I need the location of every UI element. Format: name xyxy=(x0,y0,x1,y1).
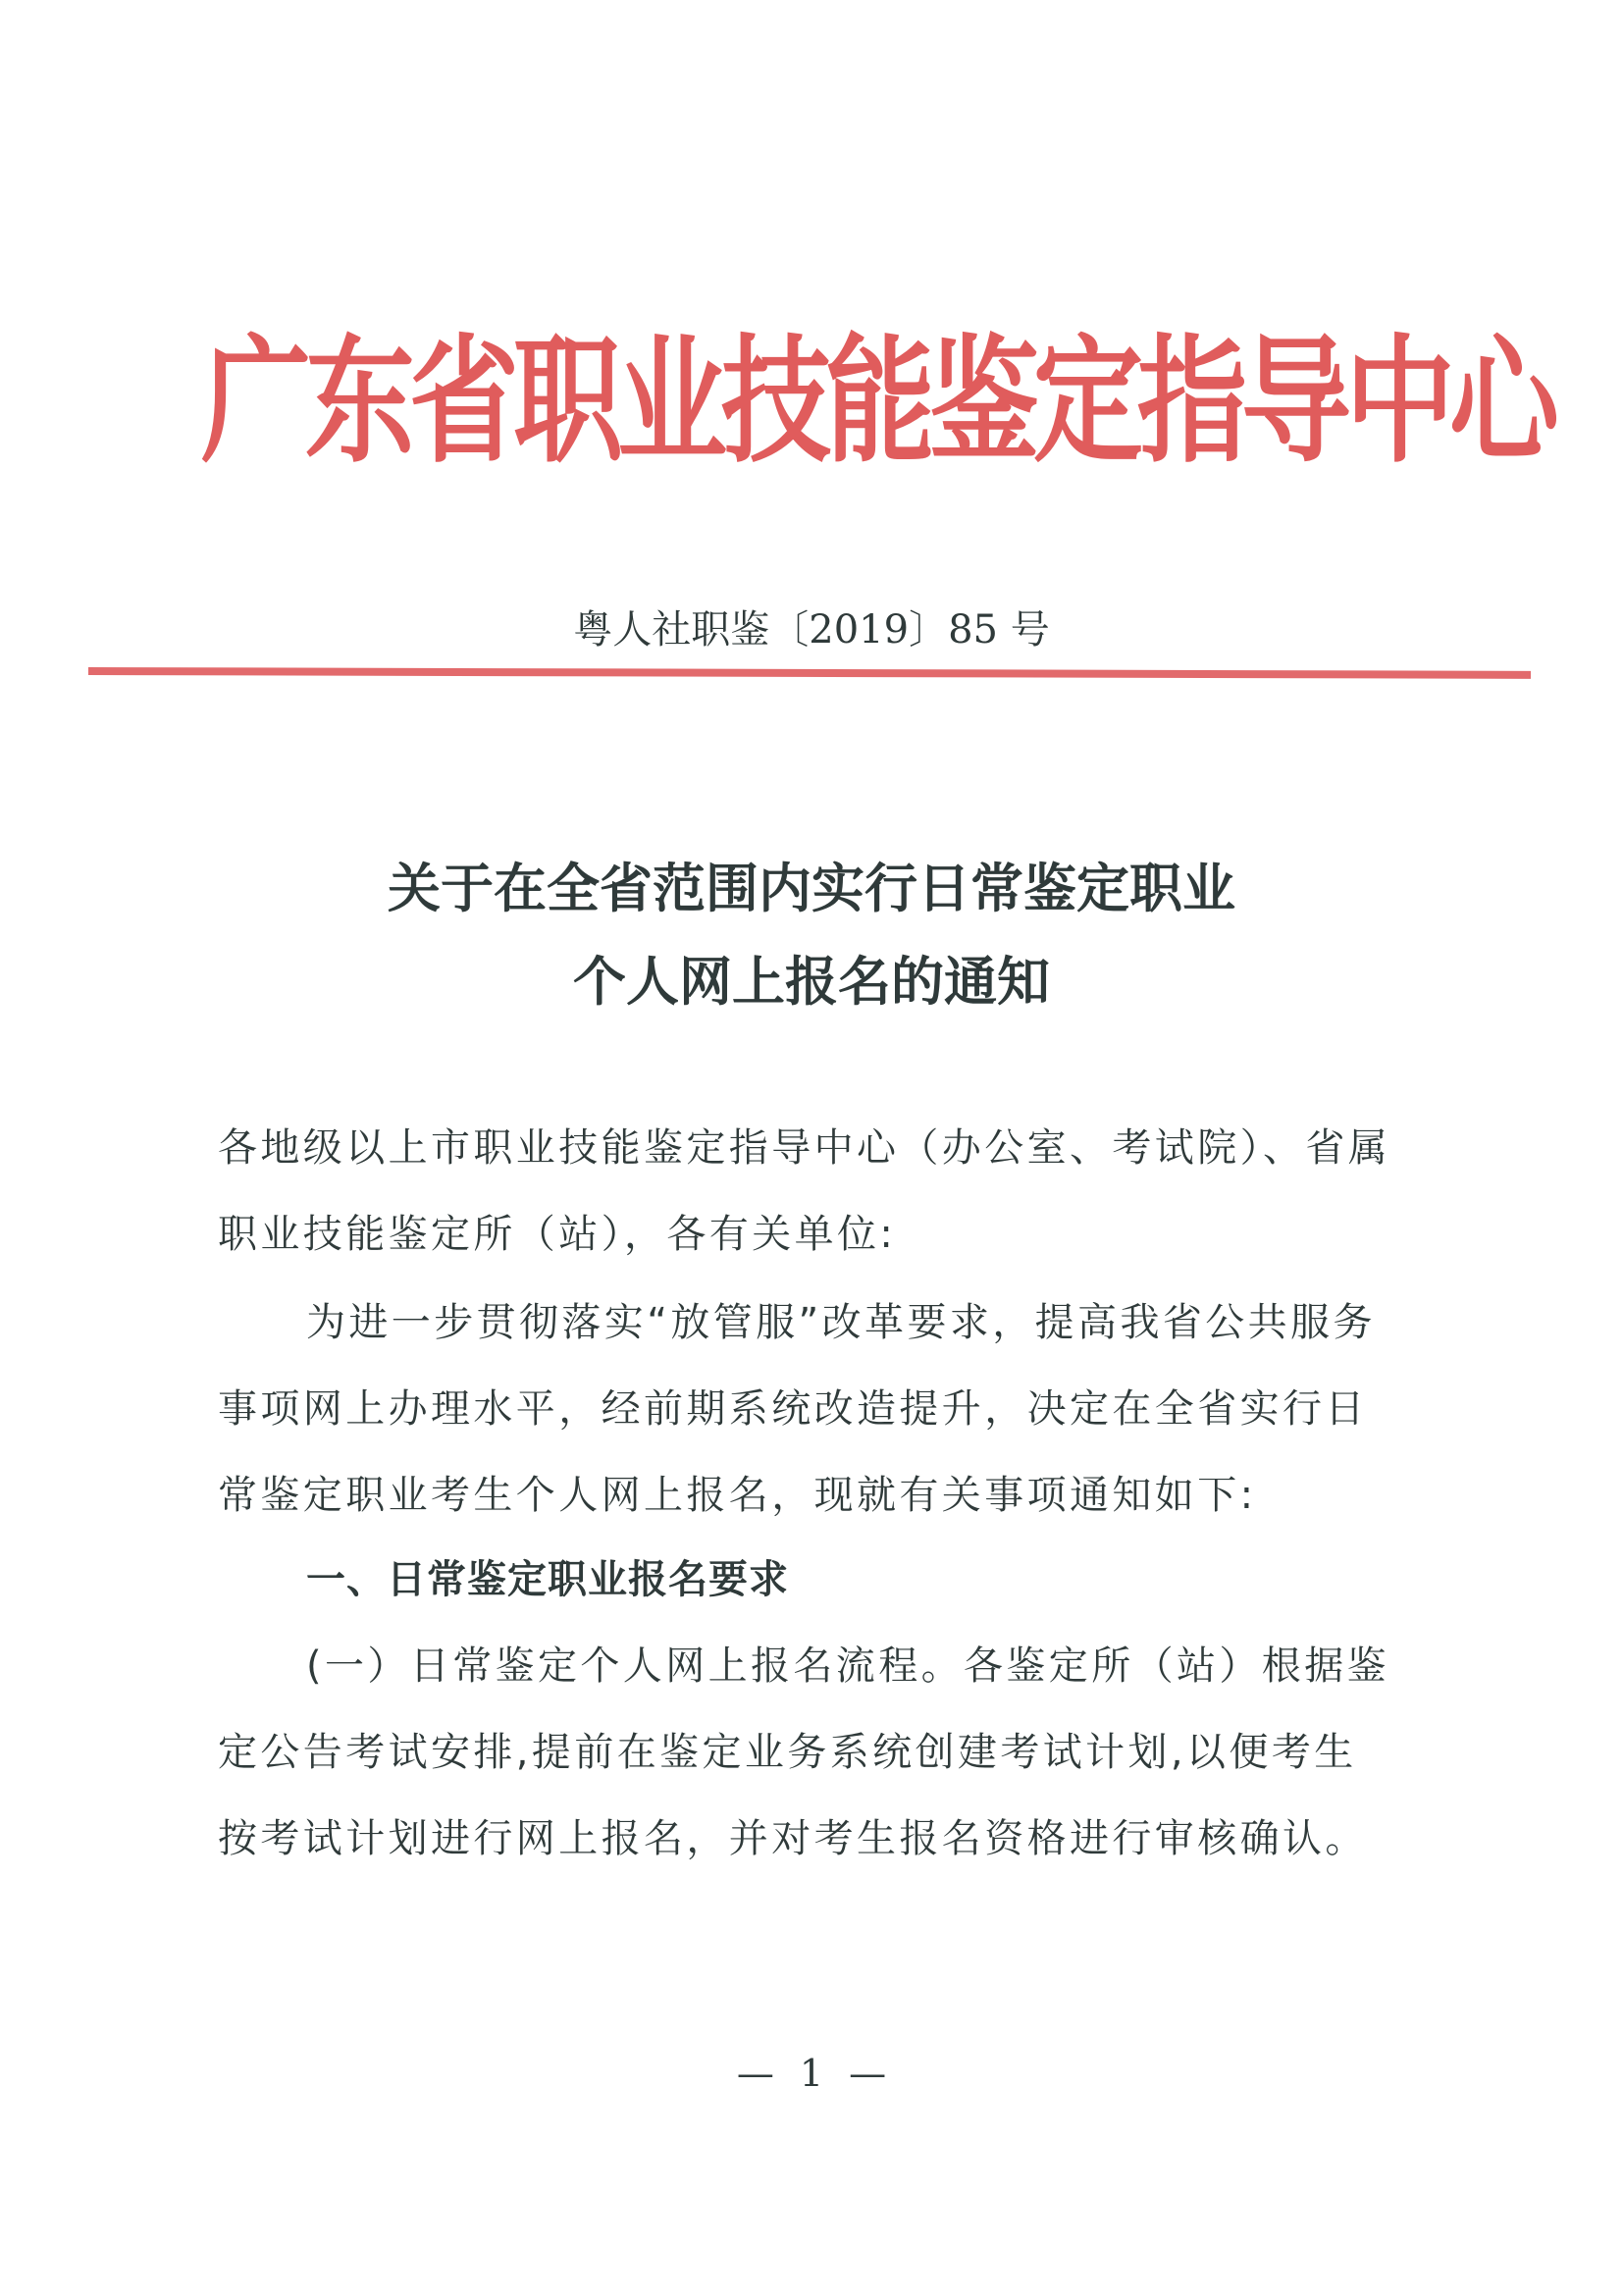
salutation-line-2: 职业技能鉴定所（站），各有关单位: xyxy=(218,1212,897,1257)
section-1-item-1-line-1: (一）日常鉴定个人网上报名流程。各鉴定所（站）根据鉴 xyxy=(306,1644,1390,1689)
document-title-line-2: 个人网上报名的通知 xyxy=(573,950,1050,1013)
red-divider-rule xyxy=(88,667,1531,679)
salutation-line-1: 各地级以上市职业技能鉴定指导中心（办公室、考试院）、省属 xyxy=(218,1125,1391,1171)
page-number: — 1 — xyxy=(736,2052,887,2095)
document-title-line-1: 关于在全省范围内实行日常鉴定职业 xyxy=(388,857,1235,919)
intro-line-3: 常鉴定职业考生个人网上报名，现就有关事项通知如下: xyxy=(218,1473,1257,1518)
section-1-item-1-line-2: 定公告考试安排,提前在鉴定业务系统创建考试计划,以便考生 xyxy=(218,1730,1357,1775)
section-1-item-1-line-3: 按考试计划进行网上报名，并对考生报名资格进行审核确认。 xyxy=(218,1816,1368,1861)
intro-line-2: 事项网上办理水平，经前期系统改造提升，决定在全省实行日 xyxy=(218,1386,1368,1432)
issuer-header: 广东省职业技能鉴定指导中心 xyxy=(201,321,1553,483)
document-number: 粤人社职鉴〔2019〕85 号 xyxy=(573,607,1050,652)
intro-line-1: 为进一步贯彻落实“放管服”改革要求，提高我省公共服务 xyxy=(306,1300,1376,1345)
section-1-heading: 一、日常鉴定职业报名要求 xyxy=(306,1557,789,1602)
